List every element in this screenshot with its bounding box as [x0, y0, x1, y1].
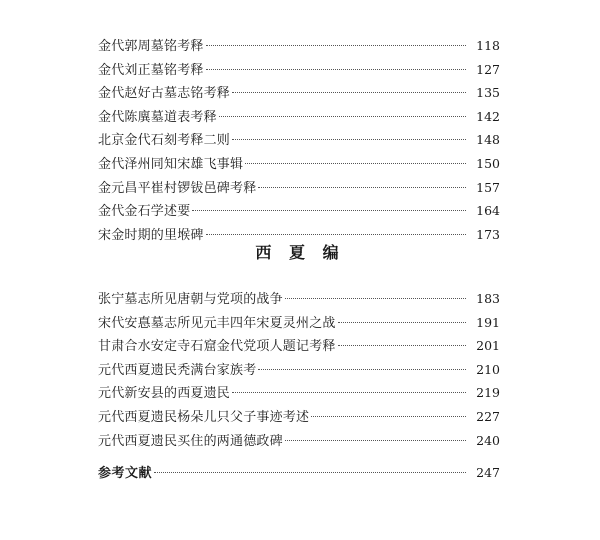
- toc-entry-page: 219: [476, 385, 500, 401]
- toc-entry[interactable]: [98, 176, 500, 200]
- toc-entry[interactable]: [98, 105, 500, 129]
- toc-section-xixia: [98, 287, 500, 452]
- toc-entry-title: 元代西夏遗民杨朵儿只父子事迹考述: [98, 409, 310, 425]
- toc-entry[interactable]: [98, 199, 500, 223]
- toc-entry[interactable]: [98, 34, 500, 58]
- toc-entry-page: 210: [476, 361, 500, 377]
- toc-entry[interactable]: [98, 381, 500, 405]
- dot-leader: [232, 92, 466, 93]
- toc-entry-title: 金代郭周墓铭考释: [98, 39, 204, 54]
- toc-entry-title: 金元昌平崔村锣钹邑碑考释: [98, 180, 257, 196]
- dot-leader: [258, 369, 466, 370]
- toc-entry[interactable]: [98, 58, 500, 82]
- toc-entry-page: 191: [476, 314, 500, 330]
- toc-entry[interactable]: [98, 128, 500, 152]
- dot-leader: [285, 298, 466, 299]
- toc-entry[interactable]: [98, 152, 500, 176]
- dot-leader: [338, 322, 466, 323]
- toc-entry-title: 元代新安县的西夏遗民: [98, 386, 231, 402]
- toc-entry-page: 247: [476, 465, 500, 480]
- toc-entry-page: 173: [476, 226, 500, 242]
- toc-entry-title: 甘肃合水安定寺石窟金代党项人题记考释: [98, 339, 336, 355]
- dot-leader: [232, 392, 466, 393]
- dot-leader: [154, 472, 466, 473]
- toc-entry-title: 金代泽州同知宋雄飞事辑: [98, 156, 244, 172]
- toc-section-jin: [98, 34, 500, 246]
- section-heading-xixia: 西 夏 编: [255, 243, 345, 262]
- toc-entry-title: 金代刘正墓铭考释: [98, 62, 204, 78]
- dot-leader: [192, 210, 466, 211]
- toc-entry-title: 宋金时期的里堠碑: [98, 227, 204, 243]
- toc-entry-title: 宋代安惪墓志所见元丰四年宋夏灵州之战: [98, 315, 336, 331]
- toc-entry[interactable]: [98, 429, 500, 453]
- dot-leader: [258, 187, 466, 188]
- toc-entry-title: 张宁墓志所见唐朝与党项的战争: [98, 292, 283, 307]
- toc-entry[interactable]: [98, 311, 500, 335]
- dot-leader: [206, 45, 466, 46]
- dot-leader: [206, 69, 466, 70]
- toc-entry[interactable]: [98, 287, 500, 311]
- toc-entry-page: 240: [476, 432, 500, 448]
- dot-leader: [232, 139, 466, 140]
- dot-leader: [285, 440, 466, 441]
- toc-entry-page: 164: [476, 203, 500, 219]
- toc-entry-page: 142: [476, 108, 500, 124]
- toc-entry-page: 227: [476, 408, 500, 424]
- toc-entry-page: 135: [476, 85, 500, 101]
- dot-leader: [245, 163, 466, 164]
- toc-entry[interactable]: [98, 81, 500, 105]
- toc-entry-page: 150: [476, 155, 500, 171]
- toc-entry-page: 157: [476, 179, 500, 195]
- toc-entry-title: 参考文献: [98, 466, 153, 481]
- dot-leader: [338, 345, 466, 346]
- dot-leader: [311, 416, 466, 417]
- toc-entry-references[interactable]: [98, 461, 500, 485]
- toc-entry-title: 金代赵好古墓志铭考释: [98, 86, 231, 102]
- toc-entry-title: 元代西夏遗民买住的两通德政碑: [98, 433, 283, 449]
- toc-entry-title: 金代金石学述要: [98, 204, 191, 220]
- toc-entry-page: 183: [476, 291, 500, 306]
- toc-entry-page: 148: [476, 132, 500, 148]
- toc-entry-title: 北京金代石刻考释二则: [98, 133, 231, 149]
- toc-entry-page: 201: [476, 338, 500, 354]
- toc-entry-title: 元代西夏遗民秃满台家族考: [98, 362, 257, 378]
- dot-leader: [219, 116, 466, 117]
- toc-section-references: [98, 461, 500, 485]
- toc-entry[interactable]: [98, 358, 500, 382]
- toc-entry-page: 118: [476, 38, 500, 53]
- dot-leader: [206, 234, 466, 235]
- toc-entry-title: 金代陈廙墓道表考释: [98, 109, 217, 125]
- toc-entry[interactable]: [98, 334, 500, 358]
- toc-entry[interactable]: [98, 405, 500, 429]
- toc-entry-page: 127: [476, 61, 500, 77]
